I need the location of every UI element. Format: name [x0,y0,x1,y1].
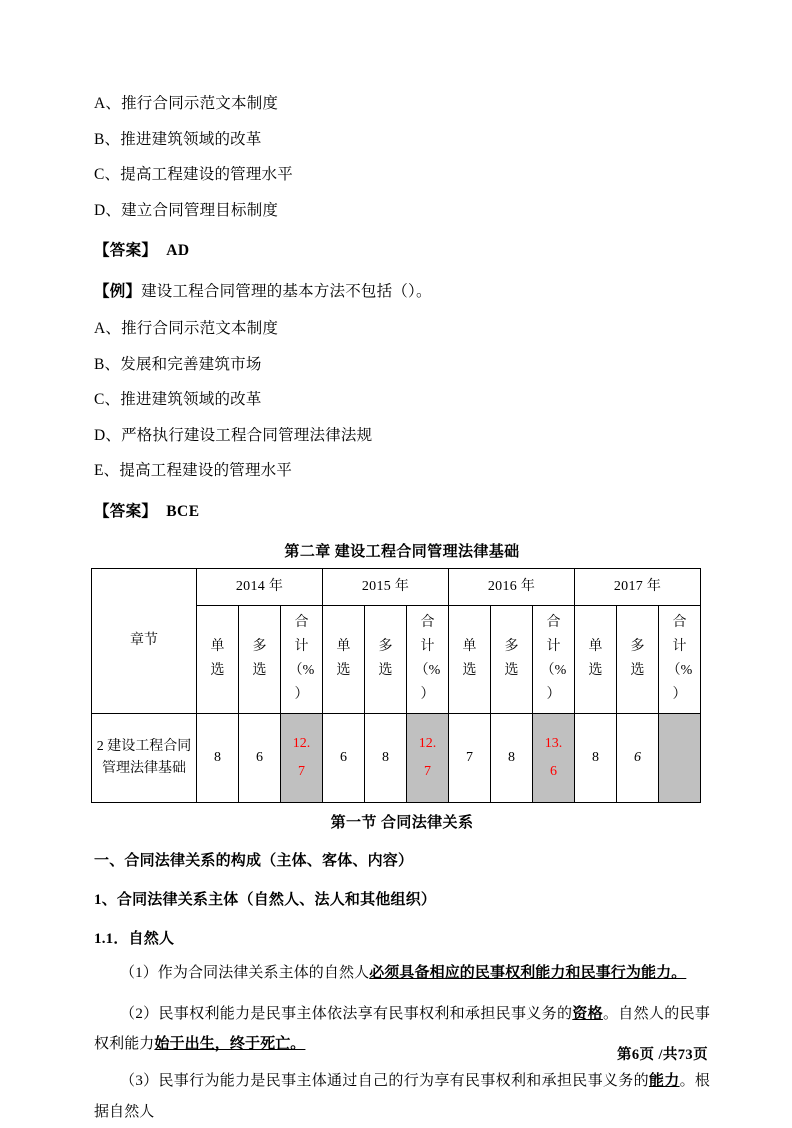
header-line: 计 [546,638,561,654]
paragraph-text: （3）民事行为能力是民事主体通过自己的行为享有民事权利和承担民事义务的 [120,1073,649,1089]
heading-level-2: 1、合同法律关系主体（自然人、法人和其他组织） [94,891,437,908]
cell-total-2017 [659,713,701,802]
header-line: 合 [546,614,561,630]
option-item: D、建立合同管理目标制度 [94,201,279,219]
answer-value: AD [166,242,190,259]
heading-level-3: 1.1．自然人 [94,930,175,947]
footer-prefix: 第 [616,1047,632,1063]
cell-total-2014 [281,713,323,802]
option-item: B、推进建筑领域的改革 [94,130,262,148]
header-line: 单 [210,638,225,654]
footer-page-number: 6 [631,1047,640,1063]
header-line: 选 [252,663,267,678]
header-line: 选 [462,663,477,678]
answer-label: 【答案】 [94,502,158,520]
total-line: 12. [418,736,437,752]
header-single-2015 [323,605,365,713]
option-item: B、发展和完善建筑市场 [94,355,262,373]
cell-single-2015: 6 [323,713,365,802]
heading-level-1: 一、合同法律关系的构成（主体、客体、内容） [94,852,414,869]
header-line: 选 [336,663,351,678]
body-paragraph-1 [94,966,710,981]
cell-single-2017: 8 [575,713,617,802]
header-multiple-2015 [365,605,407,713]
emphasis-text: 必须具备相应的民事权利能力和民事行为能力。 [369,964,687,981]
header-line: 选 [588,663,603,678]
header-line: 选 [504,663,519,678]
header-line: 合 [420,614,435,630]
footer-mid: 页 /共 [639,1047,678,1063]
header-line: 单 [588,638,603,654]
example-question [94,279,710,301]
header-line: 选 [378,663,393,678]
table-header-row-years [92,568,701,605]
option-item: A、推行合同示范文本制度 [94,95,279,112]
header-line: 计 [672,638,687,654]
header-section: 章节 [92,568,197,713]
exam-statistics-table [91,568,701,803]
header-line: ） [294,687,309,703]
header-year-2017: 2017 年 [575,568,701,605]
answer-line [94,499,710,521]
header-line: ） [672,687,687,703]
header-total-2015 [407,605,449,713]
header-line: 合 [672,614,687,630]
section-title: 第一节 合同法律关系 [330,814,474,831]
cell-total-2016 [533,713,575,802]
header-year-2016: 2016 年 [449,568,575,605]
header-total-2016 [533,605,575,713]
footer-total-pages: 73 [677,1047,694,1063]
header-line: 计 [420,638,435,654]
emphasis-text: 资格 [572,1005,603,1022]
total-line: 7 [298,763,305,779]
header-line: 单 [336,638,351,654]
header-single-2017 [575,605,617,713]
option-item: C、推进建筑领域的改革 [94,391,262,408]
option-item: A、推行合同示范文本制度 [94,320,279,337]
answer-label: 【答案】 [94,242,158,259]
total-line: 13. [544,736,563,752]
header-total-2017 [659,605,701,713]
header-line: 多 [504,638,519,654]
total-line: 6 [550,763,557,779]
header-line: ） [420,687,435,703]
answer-line [94,238,710,260]
cell-single-2014: 8 [197,713,239,802]
emphasis-text: 始于出生，终于死亡。 [154,1036,306,1053]
option-item: D、严格执行建设工程合同管理法律法规 [94,426,373,444]
header-line: （% [288,663,315,678]
table-row [92,713,701,802]
example-stem: 建设工程合同管理的基本方法不包括（）。 [141,283,432,300]
header-year-2014: 2014 年 [197,568,323,605]
cell-multiple-2016: 8 [491,713,533,802]
body-paragraph-3 [94,1066,710,1128]
header-line: 多 [252,638,267,654]
total-line: 12. [292,736,311,752]
header-year-2015: 2015 年 [323,568,449,605]
example-tag: 【例】 [94,283,142,300]
header-multiple-2014 [239,605,281,713]
header-line: 合 [294,614,309,630]
row-label: 2 建设工程合同管理法律基础 [92,713,197,802]
paragraph-text: （1）作为合同法律关系主体的自然人 [120,964,370,981]
header-line: （% [666,663,693,678]
total-line: 7 [424,763,431,779]
header-line: ） [546,687,561,703]
header-single-2016 [449,605,491,713]
header-line: 选 [630,663,645,678]
header-line: （% [414,663,441,678]
cell-multiple-2015: 8 [365,713,407,802]
header-line: 计 [294,638,309,654]
cell-multiple-2017: 6 [617,713,659,802]
answer-value: BCE [166,502,200,520]
header-total-2014 [281,605,323,713]
cell-single-2016: 7 [449,713,491,802]
header-line: 多 [378,638,393,654]
chapter-title: 第二章 建设工程合同管理法律基础 [284,543,520,560]
header-line: 单 [462,638,477,654]
header-multiple-2017 [617,605,659,713]
paragraph-text: 。自然人的民事权利能力 [94,1005,710,1053]
header-line: 多 [630,638,645,654]
header-line: （% [540,663,567,678]
emphasis-text: 能力 [648,1073,680,1089]
footer-suffix: 页 [693,1047,708,1063]
paragraph-text: 。根据自然人 [94,1073,710,1120]
page-footer [617,1043,708,1064]
cell-multiple-2014: 6 [239,713,281,802]
cell-total-2015 [407,713,449,802]
option-item: C、提高工程建设的管理水平 [94,166,293,183]
option-item: E、提高工程建设的管理水平 [94,462,293,479]
header-line: 选 [210,663,225,678]
header-single-2014 [197,605,239,713]
paragraph-text: （2）民事权利能力是民事主体依法享有民事权利和承担民事义务的 [120,1005,573,1022]
header-multiple-2016 [491,605,533,713]
